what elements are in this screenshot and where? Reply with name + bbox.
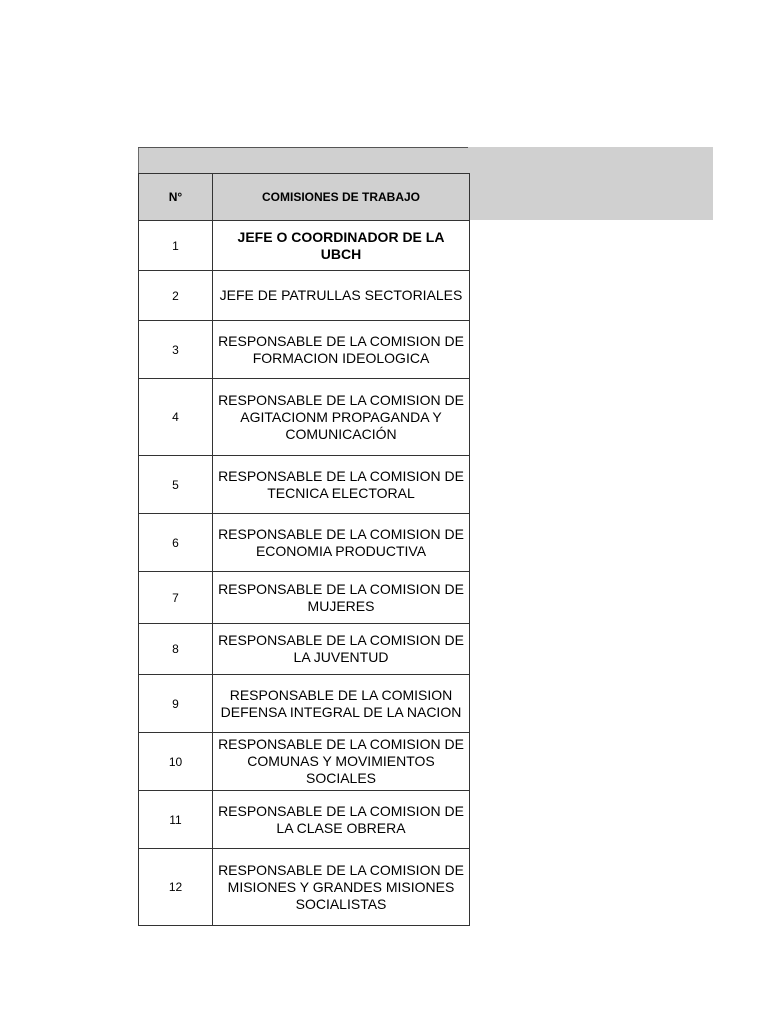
table-row	[139, 675, 470, 733]
row-comision: RESPONSABLE DE LA COMISION DE TECNICA ELECTORAL	[213, 456, 470, 514]
table-row	[139, 624, 470, 675]
row-number: 2	[139, 271, 213, 321]
row-number: 11	[139, 791, 213, 849]
row-comision: JEFE DE PATRULLAS SECTORIALES	[213, 271, 470, 321]
row-comision: RESPONSABLE DE LA COMISION DE MISIONES Y GRANDES MISIONES SOCIALISTAS	[213, 849, 470, 926]
comisiones-table	[138, 173, 470, 926]
row-number: 6	[139, 514, 213, 572]
row-number: 10	[139, 733, 213, 791]
row-number: 3	[139, 321, 213, 379]
row-number: 4	[139, 379, 213, 456]
row-comision: RESPONSABLE DE LA COMISION DE LA CLASE OBRERA	[213, 791, 470, 849]
table-row	[139, 271, 470, 321]
table-row	[139, 514, 470, 572]
row-number: 1	[139, 221, 213, 271]
table-top-border	[138, 147, 468, 148]
row-comision: RESPONSABLE DE LA COMISION DE LA JUVENTUD	[213, 624, 470, 675]
table-header-row	[139, 174, 470, 221]
table-row	[139, 379, 470, 456]
column-header-number: N°	[139, 174, 213, 221]
row-number: 8	[139, 624, 213, 675]
table-row	[139, 572, 470, 624]
column-header-comisiones: COMISIONES DE TRABAJO	[213, 174, 470, 221]
row-comision: RESPONSABLE DE LA COMISION DEFENSA INTEGRAL DE LA NACION	[213, 675, 470, 733]
row-comision: RESPONSABLE DE LA COMISION DE ECONOMIA PRODUCTIVA	[213, 514, 470, 572]
table-row	[139, 849, 470, 926]
shaded-side-panel	[468, 147, 713, 220]
table-row	[139, 733, 470, 791]
row-number: 5	[139, 456, 213, 514]
table-row	[139, 321, 470, 379]
row-comision: RESPONSABLE DE LA COMISION DE COMUNAS Y MOVIMIENTOS SOCIALES	[213, 733, 470, 791]
row-comision: RESPONSABLE DE LA COMISION DE FORMACION IDEOLOGICA	[213, 321, 470, 379]
row-number: 9	[139, 675, 213, 733]
row-comision: RESPONSABLE DE LA COMISION DE MUJERES	[213, 572, 470, 624]
row-comision: JEFE O COORDINADOR DE LA UBCH	[213, 221, 470, 271]
row-number: 7	[139, 572, 213, 624]
row-comision: RESPONSABLE DE LA COMISION DE AGITACIONM PROPAGANDA Y COMUNICACIÓN	[213, 379, 470, 456]
table-row	[139, 791, 470, 849]
row-number: 12	[139, 849, 213, 926]
table-row	[139, 221, 470, 271]
table-row	[139, 456, 470, 514]
